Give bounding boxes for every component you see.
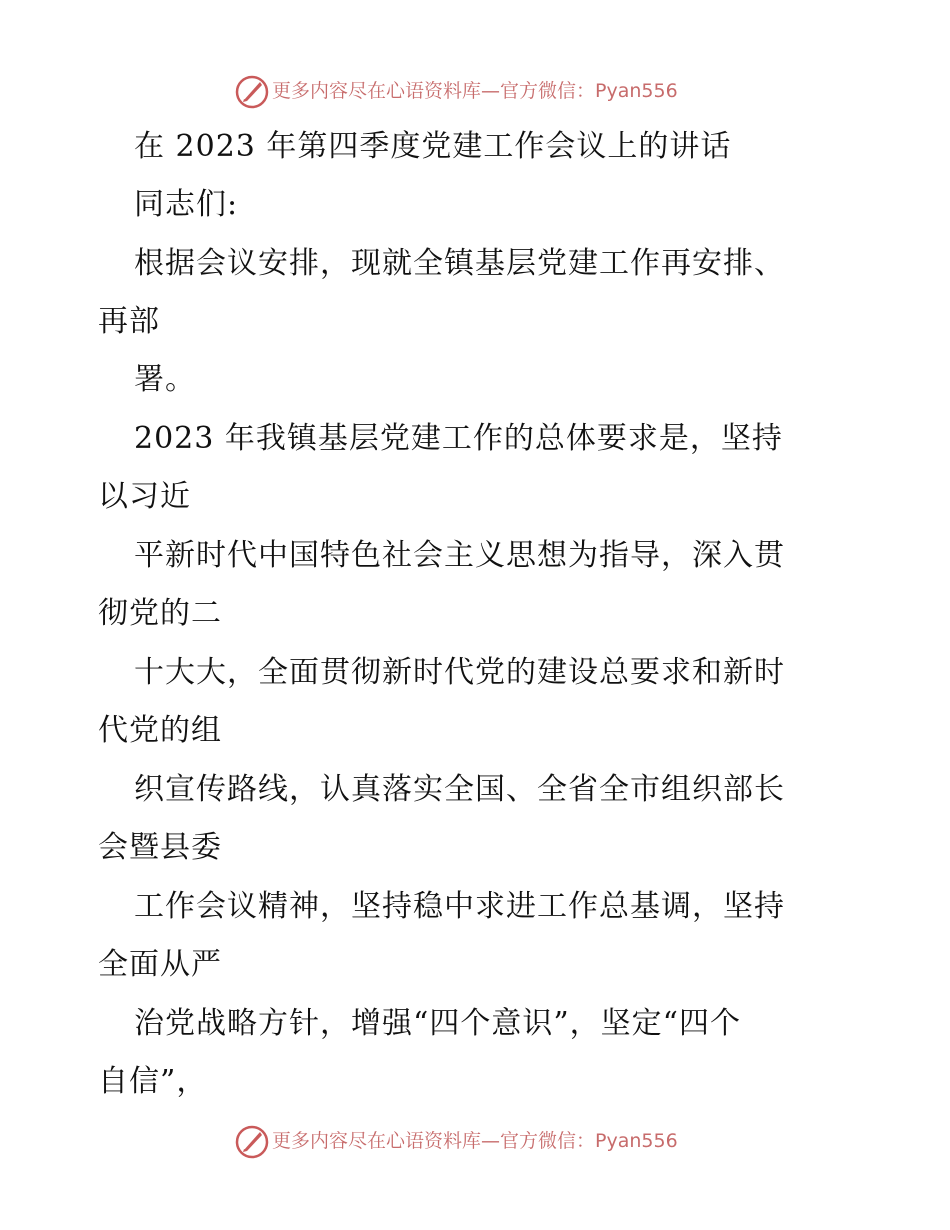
body-line: 平新时代中国特色社会主义思想为指导，深入贯 xyxy=(134,538,785,573)
body-line: 工作会议精神，坚持稳中求进工作总基调，坚持 xyxy=(134,889,785,924)
salutation-line: 同志们: xyxy=(134,187,239,222)
footer-banner-text: 更多内容尽在心语资料库—官方微信：Pyan556 xyxy=(272,1130,678,1152)
footer-banner xyxy=(0,1122,950,1162)
body-line: 治党战略方针，增强“四个意识”，坚定“四个 xyxy=(134,1006,742,1041)
body-line: 十大大，全面贯彻新时代党的建设总要求和新时 xyxy=(134,655,785,690)
body-line: 根据会议安排，现就全镇基层党建工作再安排、 xyxy=(134,246,785,281)
header-banner-text: 更多内容尽在心语资料库—官方微信：Pyan556 xyxy=(272,80,678,102)
body-line: 代党的组 xyxy=(98,713,222,748)
body-line: 彻党的二 xyxy=(98,596,222,631)
body-line: 全面从严 xyxy=(98,947,222,982)
body-line: 署。 xyxy=(134,362,196,397)
body-line: 会暨县委 xyxy=(98,830,222,865)
body-line: 再部 xyxy=(98,304,160,339)
quill-pen-icon xyxy=(234,1124,270,1160)
document-title: 在 2023 年第四季度党建工作会议上的讲话 xyxy=(134,129,732,164)
body-line: 织宣传路线，认真落实全国、全省全市组织部长 xyxy=(134,772,785,807)
body-line: 2023 年我镇基层党建工作的总体要求是，坚持 xyxy=(134,421,783,456)
quill-pen-icon xyxy=(234,74,270,110)
body-line: 以习近 xyxy=(98,479,191,514)
header-banner xyxy=(0,72,950,112)
body-line: 自信”， xyxy=(98,1064,208,1099)
